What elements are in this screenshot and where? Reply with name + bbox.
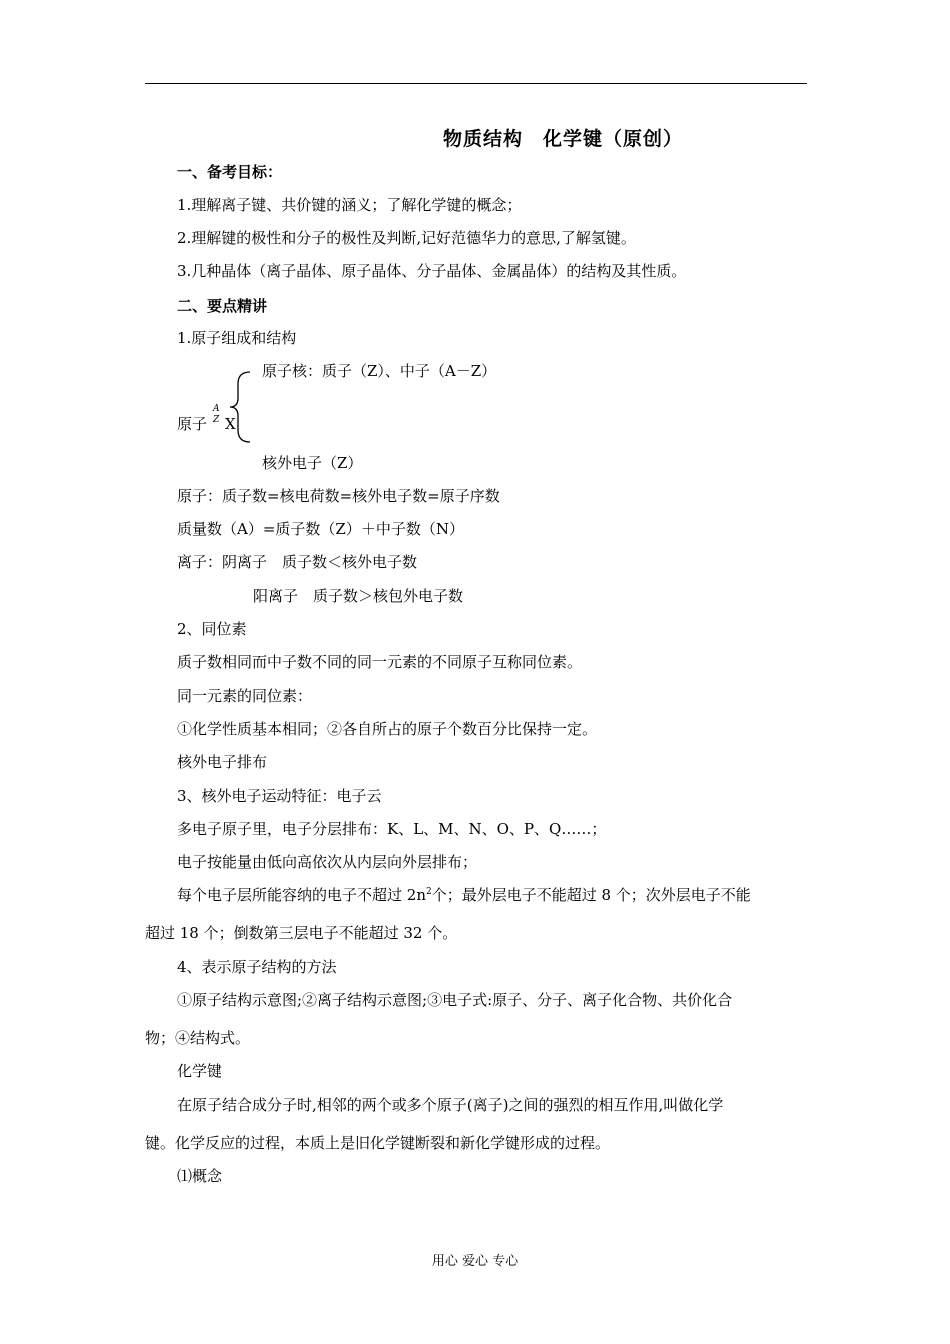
isotope-heading: 2、同位素	[177, 620, 247, 638]
isotope-definition: 质子数相同而中子数不同的同一元素的不同原子互称同位素。	[177, 653, 583, 671]
concept-heading: ⑴概念	[177, 1167, 223, 1185]
arrangement-line-2: 电子按能量由低向高依次从内层向外层排布；	[177, 853, 478, 871]
atom-label: 原子	[177, 415, 208, 433]
arrangement-line-3	[177, 885, 751, 905]
brace-icon	[228, 370, 252, 444]
arrangement-line-3-a: 每个电子层所能容纳的电子不超过 2n	[177, 886, 426, 904]
methods-line-2: 物；④结构式。	[145, 1029, 251, 1047]
section-1-heading: 一、备考目标：	[177, 163, 283, 181]
goal-item-2: 2.理解键的极性和分子的极性及判断,记好范德华力的意思,了解氢键。	[177, 229, 636, 247]
isotope-subheading: 同一元素的同位素：	[177, 687, 313, 705]
methods-heading: 4、表示原子结构的方法	[177, 958, 337, 976]
mass-number-equation: 质量数（A）=质子数（Z）＋中子数（N）	[177, 520, 464, 538]
superscript-2: 2	[425, 887, 432, 897]
bond-definition-line-2: 键。化学反应的过程，本质上是旧化学键断裂和新化学键形成的过程。	[145, 1134, 611, 1152]
anion-line: 离子：阴离子 质子数＜核外电子数	[177, 553, 418, 571]
arrangement-line-1: 多电子原子里，电子分层排布：K、L、M、N、O、P、Q……；	[177, 820, 607, 838]
page-footer: 用心 爱心 专心	[431, 1254, 519, 1269]
electrons-line: 核外电子（Z）	[262, 454, 363, 472]
page-title: 物质结构 化学键（原创）	[443, 128, 684, 150]
cation-line: 阳离子 质子数＞核包外电子数	[253, 587, 464, 605]
bond-definition-line-1: 在原子结合成分子时,相邻的两个或多个原子(离子)之间的强烈的相互作用,叫做化学	[177, 1096, 724, 1114]
arrangement-line-4: 超过 18 个；倒数第三层电子不能超过 32 个。	[145, 924, 458, 942]
chemical-bond-heading: 化学键	[177, 1062, 223, 1080]
atom-equation: 原子：质子数=核电荷数=核外电子数=原子序数	[177, 487, 500, 505]
header-rule	[145, 83, 807, 84]
nucleus-line: 原子核：质子（Z）、中子（A－Z）	[262, 362, 497, 380]
element-symbol: X	[225, 415, 236, 433]
goal-item-1: 1.理解离子键、共价键的涵义；了解化学键的概念；	[177, 196, 522, 214]
methods-line-1: ①原子结构示意图;②离子结构示意图;③电子式:原子、分子、离子化合物、共价化合	[177, 991, 733, 1009]
atom-heading: 1.原子组成和结构	[177, 329, 297, 347]
atomic-number: Z	[213, 415, 220, 425]
goal-item-3: 3.几种晶体（离子晶体、原子晶体、分子晶体、金属晶体）的结构及其性质。	[177, 262, 687, 280]
isotope-properties: ①化学性质基本相同；②各自所占的原子个数百分比保持一定。	[177, 720, 598, 738]
isotope-notation	[213, 404, 223, 430]
mass-number: A	[213, 404, 220, 414]
arrangement-heading: 核外电子排布	[177, 753, 268, 771]
arrangement-line-3-b: 个；最外层电子不能超过 8 个；次外层电子不能	[431, 886, 751, 904]
section-2-heading: 二、要点精讲	[177, 297, 268, 315]
electron-motion-heading: 3、核外电子运动特征：电子云	[177, 787, 382, 805]
